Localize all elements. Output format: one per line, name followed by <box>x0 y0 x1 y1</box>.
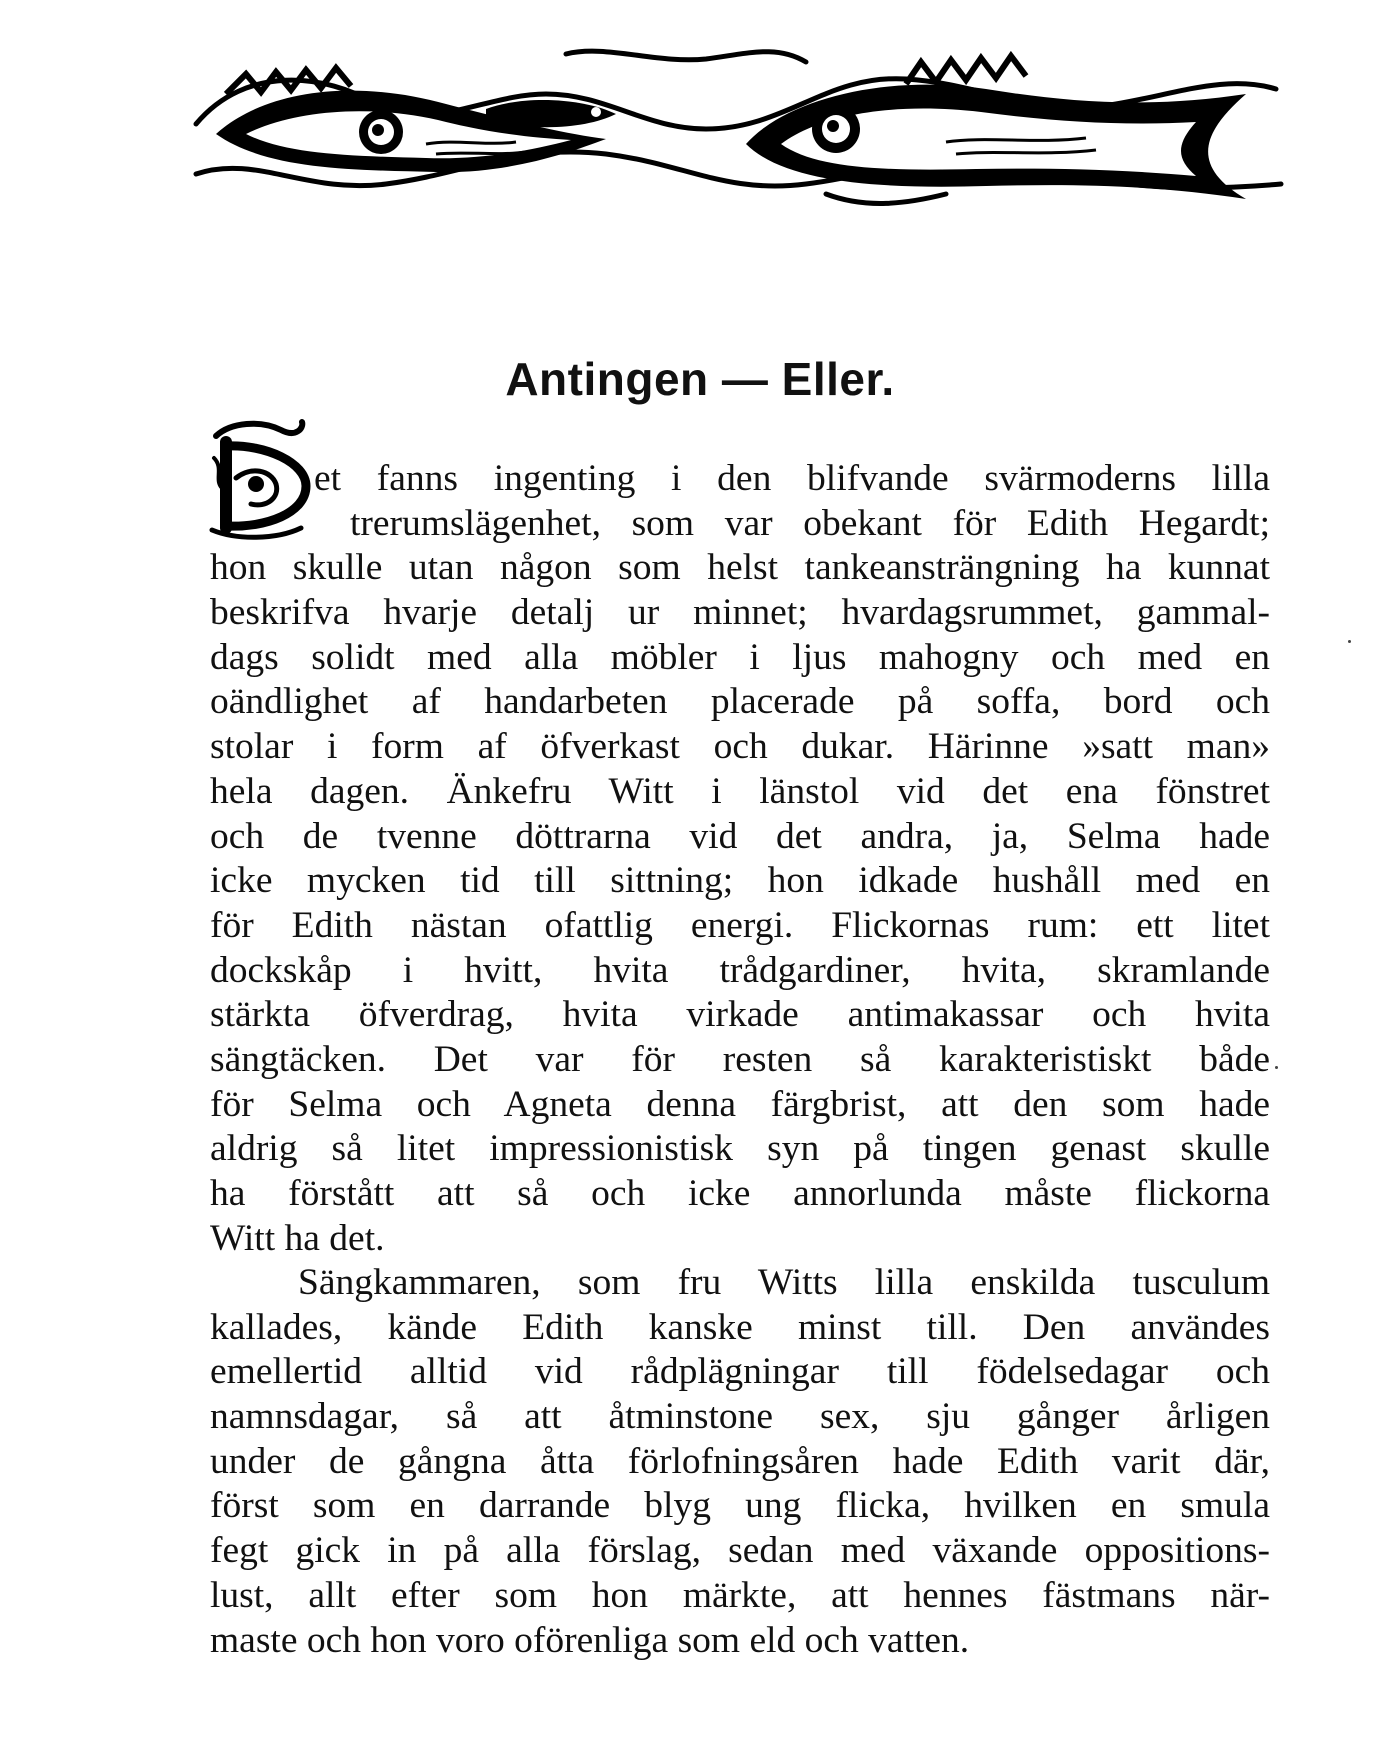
text-line: och de tvenne döttrarna vid det andra, ja, Selma hade <box>210 815 1270 857</box>
text-line: dockskåp i hvitt, hvita trådgardiner, hvita, skramlande <box>210 949 1270 991</box>
fish-frieze-headpiece <box>186 34 1286 214</box>
paragraph-2 <box>210 1261 1270 1663</box>
text-line: först som en darrande blyg ung flicka, hvilken en smula <box>210 1485 1270 1527</box>
text-line: ha förstått att så och icke annorlunda måste flickorna <box>210 1173 1270 1214</box>
text-line: fegt gick in på alla förslag, sedan med växande oppositions- <box>210 1530 1270 1572</box>
text-line: sängtäcken. Det var för resten så karakteristiskt både <box>210 1038 1270 1080</box>
text-line: aldrig så litet impressionistisk syn på tingen genast skulle <box>210 1128 1270 1170</box>
text-line: hela dagen. Änkefru Witt i länstol vid det ena fönstret <box>210 770 1270 812</box>
text-line: lust, allt efter som hon märkte, att hennes fästmans när- <box>210 1574 1270 1616</box>
text-line: dags solidt med alla möbler i ljus mahogny och med en <box>210 636 1270 678</box>
text-line: emellertid alltid vid rådplägningar till födelsedagar och <box>210 1351 1270 1393</box>
text-line: oändlighet af handarbeten placerade på soffa, bord och <box>210 681 1270 723</box>
right-fish-ornament <box>746 56 1246 199</box>
text-line: stärkta öfverdrag, hvita virkade antimakassar och hvita <box>210 994 1270 1036</box>
text-line: maste och hon voro oförenliga som eld och vatten. <box>210 1619 970 1661</box>
text-line: icke mycken tid till sittning; hon idkade hushåll med en <box>210 860 1270 902</box>
text-line: hon skulle utan någon som helst tankeansträngning ha kunnat <box>210 547 1270 589</box>
text-line: stolar i form af öfverkast och dukar. Härinne »satt man» <box>210 726 1270 768</box>
text-line: Sängkammaren, som fru Witts lilla enskilda tusculum <box>298 1262 1270 1303</box>
text-line: namnsdagar, så att åtminstone sex, sju gånger årligen <box>210 1396 1270 1438</box>
paper-speck <box>1275 1066 1278 1069</box>
chapter-title: Antingen — Eller. <box>505 353 895 405</box>
text-line: et fanns ingenting i den blifvande svärmoderns lilla <box>314 458 1270 499</box>
text-line: Witt ha det. <box>210 1217 385 1259</box>
text-line: för Selma och Agneta denna färgbrist, att den som hade <box>210 1083 1270 1125</box>
text-line: för Edith nästan ofattlig energi. Flickornas rum: ett litet <box>210 904 1270 946</box>
paper-speck <box>1348 640 1351 643</box>
text-line: kallades, kände Edith kanske minst till. Den användes <box>210 1306 1270 1348</box>
text-line: under de gångna åtta förlofningsåren hade Edith varit där, <box>210 1440 1270 1482</box>
paragraph-1 <box>210 457 1270 1261</box>
text-line: trerumslägenhet, som var obekant för Edith Hegardt; <box>350 502 1270 544</box>
text-line: beskrifva hvarje detalj ur minnet; hvardagsrummet, gammal- <box>210 592 1270 634</box>
